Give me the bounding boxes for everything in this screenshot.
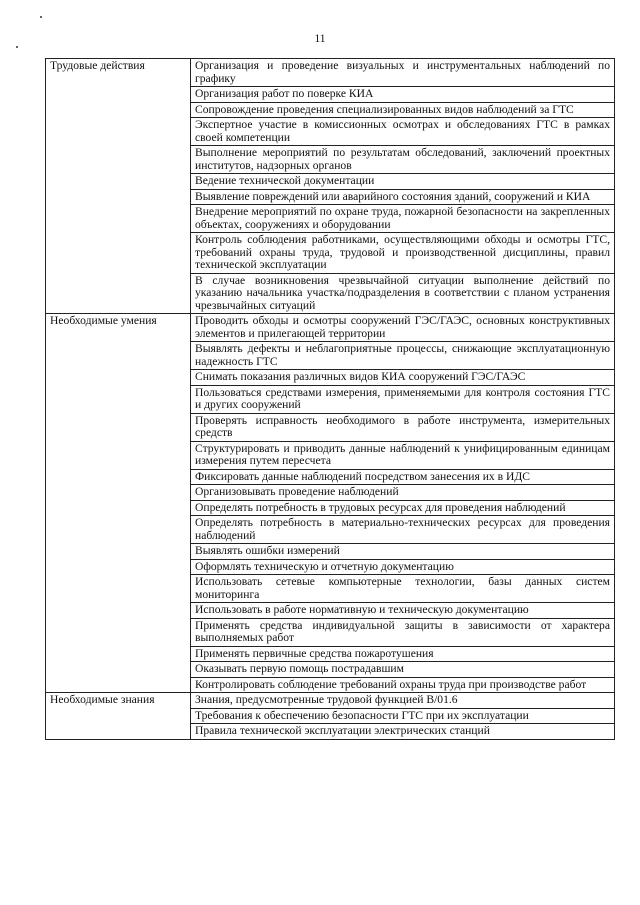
- section-item: Требования к обеспечению безопасности ГТС при их эксплуатации: [191, 708, 615, 724]
- section-item: Выявлять ошибки измерений: [191, 544, 615, 560]
- section-item: Определять потребность в материально-технических ресурсах для проведения наблюдений: [191, 516, 615, 544]
- section-item: Знания, предусмотренные трудовой функцией В/01.6: [191, 693, 615, 709]
- section-item: Использовать сетевые компьютерные технологии, базы данных систем мониторинга: [191, 575, 615, 603]
- section-label: Необходимые умения: [46, 314, 191, 693]
- section-item: Применять средства индивидуальной защиты в зависимости от характера выполняемых работ: [191, 618, 615, 646]
- section-item: Применять первичные средства пожаротушения: [191, 646, 615, 662]
- section-item: Использовать в работе нормативную и техническую документацию: [191, 603, 615, 619]
- section-item: Пользоваться средствами измерения, применяемыми для контроля состояния ГТС и других сооружений: [191, 385, 615, 413]
- section-item: Выявление повреждений или аварийного состояния зданий, сооружений и КИА: [191, 189, 615, 205]
- section-item: Проверять исправность необходимого в работе инструмента, измерительных средств: [191, 413, 615, 441]
- section-item: Организовывать проведение наблюдений: [191, 485, 615, 501]
- section-item: Фиксировать данные наблюдений посредством занесения их в ИДС: [191, 469, 615, 485]
- section-label: Необходимые знания: [46, 693, 191, 740]
- spec-table-body: [46, 59, 615, 740]
- section-item: Оформлять техническую и отчетную документацию: [191, 559, 615, 575]
- section-item: Организация и проведение визуальных и инструментальных наблюдений по графику: [191, 59, 615, 87]
- scan-speck: [16, 46, 18, 48]
- section-item: Правила технической эксплуатации электрических станций: [191, 724, 615, 740]
- table-row: [46, 59, 615, 87]
- section-label: Трудовые действия: [46, 59, 191, 314]
- section-item: Ведение технической документации: [191, 174, 615, 190]
- section-item: В случае возникновения чрезвычайной ситуации выполнение действий по указанию начальника участка/подразделения в соответствии с планом устранения чрезвычайных ситуаций: [191, 273, 615, 314]
- section-item: Проводить обходы и осмотры сооружений ГЭС/ГАЭС, основных конструктивных элементов и прилегающей территории: [191, 314, 615, 342]
- table-row: [46, 314, 615, 342]
- section-item: Контроль соблюдения работниками, осуществляющими обходы и осмотры ГТС, требований охраны труда, трудовой и производственной дисциплины, правил технической эксплуатации: [191, 233, 615, 274]
- section-item: Оказывать первую помощь пострадавшим: [191, 662, 615, 678]
- scan-speck: [40, 16, 42, 18]
- table-row: [46, 693, 615, 709]
- section-item: Выявлять дефекты и неблагоприятные процессы, снижающие эксплуатационную надежность ГТС: [191, 342, 615, 370]
- section-item: Сопровождение проведения специализированных видов наблюдений за ГТС: [191, 102, 615, 118]
- function-spec-table: [45, 58, 615, 740]
- section-item: Экспертное участие в комиссионных осмотрах и обследованиях ГТС в рамках своей компетенции: [191, 118, 615, 146]
- section-item: Выполнение мероприятий по результатам обследований, заключений проектных институтов, надзорных органов: [191, 146, 615, 174]
- section-item: Внедрение мероприятий по охране труда, пожарной безопасности на закрепленных объектах, сооружениях и оборудовании: [191, 205, 615, 233]
- section-item: Структурировать и приводить данные наблюдений к унифицированным единицам измерения путем пересчета: [191, 441, 615, 469]
- section-item: Определять потребность в трудовых ресурсах для проведения наблюдений: [191, 500, 615, 516]
- section-item: Организация работ по поверке КИА: [191, 87, 615, 103]
- page-number: 11: [314, 33, 326, 45]
- section-item: Снимать показания различных видов КИА сооружений ГЭС/ГАЭС: [191, 370, 615, 386]
- section-item: Контролировать соблюдение требований охраны труда при производстве работ: [191, 677, 615, 693]
